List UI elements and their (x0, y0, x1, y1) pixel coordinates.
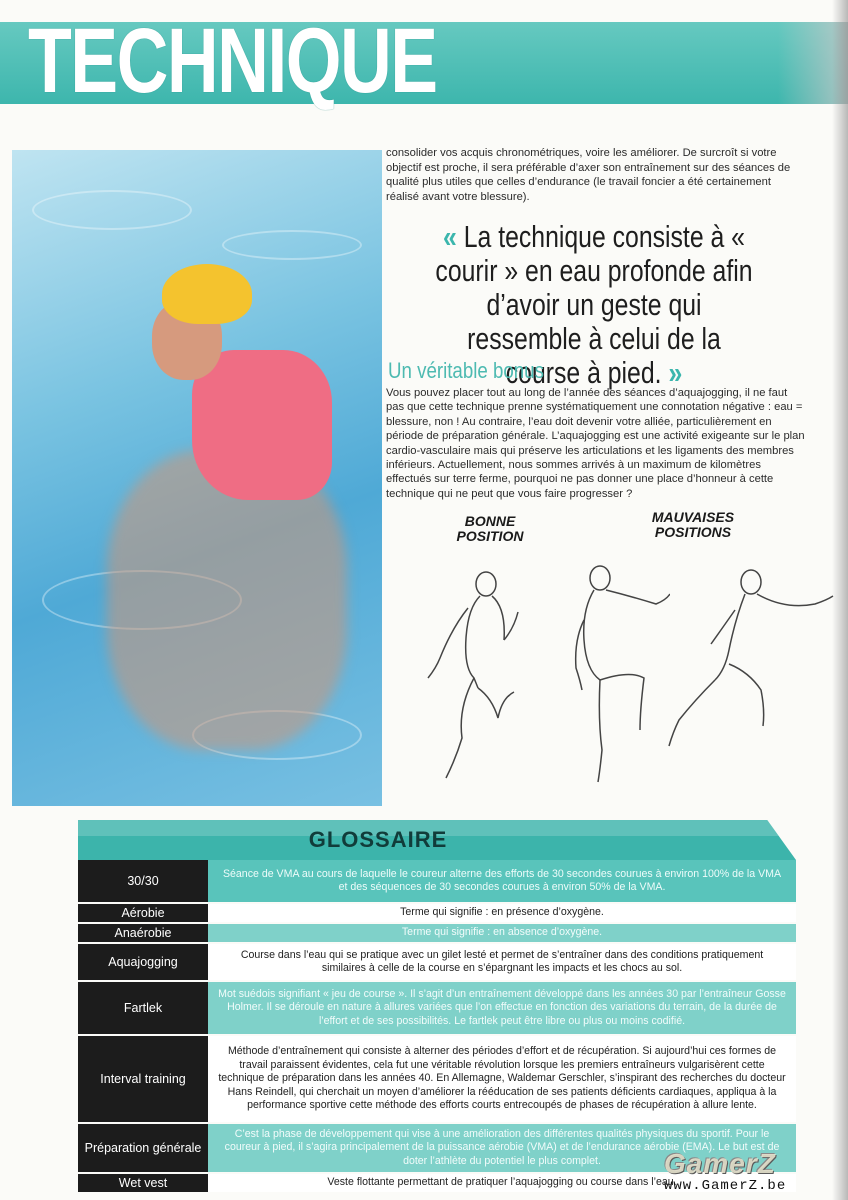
glossary-row (78, 904, 796, 922)
glossary-row (78, 860, 796, 902)
glossary-term: Aquajogging (78, 944, 208, 980)
quote-close-mark: » (668, 355, 683, 390)
glossary-definition: C’est la phase de développement qui vise à une amélioration des différentes qualités physiques du sportif. Pour le coureur à pied, il s’agira principalement de la puissance aérobie (VMA) et de l’endurance aérobie (EMA). Le but est de doter l’athlète du potentiel le plus complet. (208, 1124, 796, 1172)
glossary-definition: Méthode d’entraînement qui consiste à alterner des périodes d’effort et de récupération. Si aujourd’hui ces formes de travail paraissent évidentes, cela fut une véritable révolution lorsque les premiers entraîneurs vulgarisèrent cette technique de préparation dans les années 40. En Allemagne, Waldemar Gerschler, s’inspirant des recherches du docteur Hans Reindell, qui cherchait un moyen d’améliorer la rééducation de ses patients déficients cardiaques, appliqua à la performance sportive cette méthode des efforts courts entrecoupés de phases de récupération à allure lente. (208, 1036, 796, 1122)
glossary-definition: Course dans l’eau qui se pratique avec un gilet lesté et permet de s’entraîner dans des conditions pratiquement similaires à celle de la course en s’épargnant les impacts et les chocs au sol. (208, 944, 796, 980)
good-label-line2: POSITION (456, 528, 524, 544)
intro-paragraph: consolider vos acquis chronométriques, voire les améliorer. De surcroît si votre objectif est proche, il sera préférable d’axer son entraînement sur des séances de qualité plus utiles que celles d’endurance (le travail foncier a été certainement réalisé avant votre blessure). (386, 147, 791, 203)
glossary-row (78, 944, 796, 980)
quote-text: La technique consiste à « courir » en eau profonde afin d’avoir un geste qui ressemble à celui de la course à pied. (435, 219, 753, 390)
runner-figure-good (418, 568, 528, 788)
flotation-vest-shape (192, 350, 332, 500)
swimmer-photo (12, 150, 382, 806)
glossary-row (78, 1036, 796, 1122)
gamerz-watermark-logo: GamerZ (664, 1148, 776, 1179)
section-title: Un véritable bonus (388, 358, 544, 383)
glossary-term: Wet vest (78, 1174, 208, 1192)
bad-label-line1: MAUVAISES (651, 509, 735, 525)
quote-open-mark: « (443, 219, 457, 254)
glossary-term: 30/30 (78, 860, 208, 902)
glossary-definition: Terme qui signifie : en absence d’oxygène. (208, 924, 796, 942)
glossary-definition: Veste flottante permettant de pratiquer l’aquajogging ou course dans l’eau. (208, 1174, 796, 1192)
section-body: Vous pouvez placer tout au long de l’année des séances d’aquajogging, il ne faut pas que cette technique prenne systématiquement une connotation négative : eau = blessure, non ! Au contraire, l’eau doit devenir votre alliée, particulièrement en période de préparation générale. L’aquajogging est une activité exigeante sur le plan cardio-vasculaire mais qui préserve les articulations et les ligaments des membres inférieurs. Actuellement, nous sommes arrivés à un maximum de kilomètres effectués sur terre ferme, pourquoi ne pas donner une place d’honneur à cette technique qui ne peut que vous faire progresser ? (386, 387, 805, 500)
page-spine-shadow (832, 0, 848, 1200)
gamerz-watermark-url: www.GamerZ.be (664, 1178, 787, 1194)
good-position-label (440, 514, 540, 544)
good-label-line1: BONNE (464, 513, 516, 529)
glossary-term: Anaérobie (78, 924, 208, 942)
glossary-term: Interval training (78, 1036, 208, 1122)
bad-positions-label (628, 510, 758, 540)
glossary-table (78, 860, 796, 1194)
runner-figure-bad-1 (560, 560, 670, 785)
glossary-definition: Séance de VMA au cours de laquelle le coureur alterne des efforts de 30 secondes courues à environ 100% de la VMA et des séquences de 30 secondes courues à environ 50% de la VMA. (208, 860, 796, 902)
glossary-definition: Terme qui signifie : en présence d’oxygène. (208, 904, 796, 922)
glossary-row (78, 982, 796, 1034)
glossary-term: Fartlek (78, 982, 208, 1034)
runner-figure-bad-2 (665, 560, 835, 750)
glossary-definition: Mot suédois signifiant « jeu de course ». Il s’agit d’un entraînement développé dans les années 30 par l’entraîneur Gosse Holmer. Il se déroule en nature à allures variées que l’on effectue en fonction des variations du terrain, de la durée de l’effort et de ses possibilités. Le fartlek peut être libre ou plus ou moins codifié. (208, 982, 796, 1034)
swim-cap-shape (162, 264, 252, 324)
page-title: TECHNIQUE (28, 10, 437, 112)
glossary-row (78, 924, 796, 942)
bad-label-line2: POSITIONS (654, 524, 732, 540)
glossary-term: Aérobie (78, 904, 208, 922)
glossary-term: Préparation générale (78, 1124, 208, 1172)
glossary-title: GLOSSAIRE (308, 827, 448, 852)
